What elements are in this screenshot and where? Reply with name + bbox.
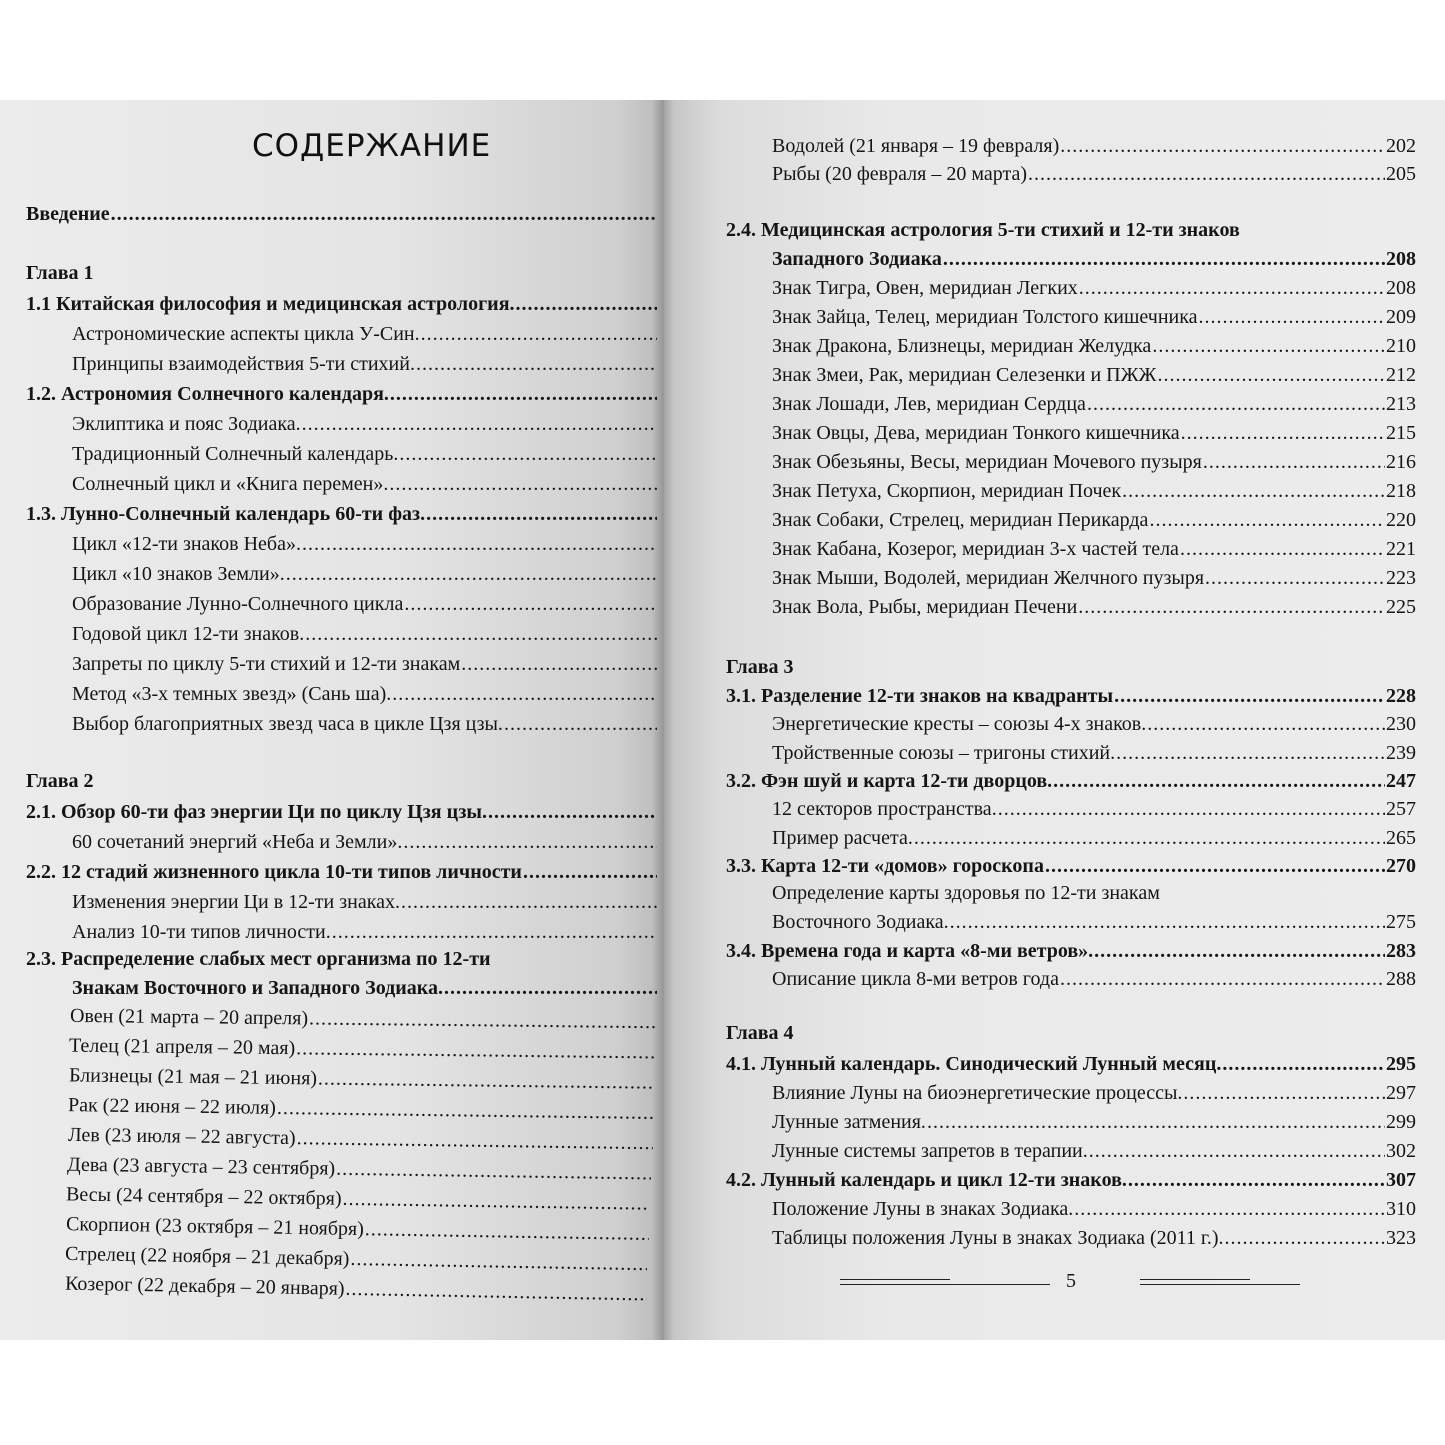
toc-entry-label: Эклиптика и пояс Зодиака. — [72, 413, 301, 435]
toc-entry[interactable] — [726, 769, 1416, 794]
dot-leader — [1205, 566, 1385, 591]
toc-entry-label: Тройственные союзы – тригоны стихий. — [772, 741, 1116, 764]
toc-entry-label: 3.1. Разделение 12-ти знаков на квадранты — [726, 685, 1114, 707]
footer-rule-left-short — [840, 1279, 950, 1280]
dot-leader — [1222, 1052, 1385, 1077]
toc-entry-label: Знак Мыши, Водолей, меридиан Желчного пузыря — [772, 567, 1205, 589]
dot-leader — [1157, 363, 1385, 388]
dot-leader — [404, 592, 657, 617]
toc-entry-page: 213 — [1386, 393, 1416, 415]
dot-leader — [1128, 1168, 1385, 1193]
toc-entry-label: 3.3. Карта 12-ти «домов» гороскопа — [726, 854, 1044, 877]
left-page — [0, 100, 664, 1340]
toc-entry-label: Традиционный Солнечный календарь. — [72, 443, 399, 465]
toc-entry[interactable] — [26, 800, 658, 825]
toc-entry-label: Знак Петуха, Скорпион, меридиан Почек — [772, 480, 1122, 502]
toc-entry[interactable] — [72, 830, 658, 855]
dot-leader — [296, 1126, 653, 1156]
dot-leader — [309, 1006, 657, 1035]
toc-entry-page: 212 — [1386, 364, 1416, 386]
toc-entry-label: Знак Обезьяны, Весы, меридиан Мочевого пузыря — [772, 451, 1202, 473]
toc-entry-page: 220 — [1386, 509, 1416, 531]
toc-entry-label: Цикл «10 знаков Земли». — [72, 563, 285, 585]
dot-leader — [1060, 967, 1385, 992]
dot-leader — [1203, 450, 1385, 475]
toc-entry-label: 2.1. Обзор 60-ти фаз энергии Ци по циклу Цзя цзы. — [26, 801, 488, 823]
dot-leader — [461, 652, 657, 677]
dot-leader — [302, 532, 657, 557]
toc-entry-label: 1.3. Лунно-Солнечный календарь 60-ти фаз. — [26, 503, 426, 525]
toc-entry[interactable] — [26, 382, 658, 407]
toc-entry-label: Рыбы (20 февраля – 20 марта) — [772, 163, 1027, 185]
dot-leader — [1094, 939, 1385, 964]
dot-leader — [305, 622, 657, 647]
toc-entry-label: 1.2. Астрономия Солнечного календаря. — [26, 383, 389, 405]
dot-leader — [401, 890, 657, 915]
toc-entry[interactable] — [772, 1139, 1416, 1164]
toc-entry[interactable] — [772, 826, 1416, 851]
toc-entry-label: Образование Лунно-Солнечного цикла — [72, 593, 404, 615]
toc-entry-page: 297 — [1386, 1082, 1416, 1104]
dot-leader — [1122, 479, 1385, 504]
toc-entry[interactable] — [72, 712, 658, 737]
toc-entry[interactable] — [772, 276, 1416, 301]
toc-entry-page: 218 — [1386, 480, 1416, 502]
zodiac-entry[interactable] — [65, 1242, 648, 1277]
toc-entry[interactable] — [772, 334, 1416, 359]
dot-leader — [1078, 595, 1385, 620]
dot-leader — [1079, 276, 1385, 301]
toc-entry-label: 3.2. Фэн шуй и карта 12-ти дворцов. — [726, 769, 1053, 792]
toc-entry-page: 225 — [1386, 596, 1416, 618]
toc-entry-page: 299 — [1386, 1111, 1416, 1133]
toc-entry[interactable] — [72, 920, 658, 945]
toc-entry[interactable] — [72, 472, 658, 497]
toc-entry[interactable] — [772, 967, 1416, 992]
dot-leader — [345, 1277, 647, 1308]
toc-entry-page: 295 — [1386, 1053, 1416, 1075]
toc-entry-page: 208 — [1386, 277, 1416, 299]
dot-leader — [277, 1096, 653, 1126]
dot-leader — [1087, 392, 1385, 417]
dot-leader — [523, 860, 657, 885]
toc-entry-label: Энергетические кресты – союзы 4-х знаков. — [772, 713, 1147, 736]
toc-entry[interactable] — [726, 854, 1416, 879]
toc-entry-page: 210 — [1386, 335, 1416, 357]
right-page — [664, 100, 1445, 1340]
zodiac-entry[interactable] — [69, 1034, 656, 1066]
dot-leader — [914, 826, 1385, 851]
toc-entry-page: 202 — [1386, 135, 1416, 157]
toc-entry-label: Скорпион (23 октября – 21 ноября) — [65, 1213, 365, 1241]
dot-leader — [504, 712, 657, 737]
toc-entry[interactable] — [726, 1052, 1416, 1077]
toc-entry-label: Таблицы положения Луны в знаках Зодиака (2011 г.). — [772, 1227, 1224, 1249]
toc-entry[interactable] — [72, 532, 658, 557]
toc-entry[interactable] — [772, 392, 1416, 417]
toc-entry[interactable] — [772, 1081, 1416, 1106]
dot-leader — [1053, 769, 1385, 794]
dot-leader — [1060, 134, 1385, 159]
dot-leader — [302, 412, 657, 437]
zodiac-entry[interactable] — [68, 1093, 654, 1126]
section-2-4-line2[interactable]: Западного Зодиака ..... 208 — [772, 247, 1416, 272]
dot-leader — [336, 1157, 651, 1187]
chapter-2-heading: Глава 2 — [26, 770, 94, 792]
dot-leader — [1152, 334, 1385, 359]
dot-leader — [1045, 854, 1385, 879]
book-gutter — [652, 100, 674, 1340]
toc-entry[interactable] — [72, 682, 658, 707]
zodiac-entry[interactable] — [65, 1272, 648, 1308]
toc-entry-page: 302 — [1386, 1140, 1416, 1162]
toc-entry-label: Влияние Луны на биоэнергетические процессы. — [772, 1082, 1183, 1104]
toc-entry-label: Положение Луны в знаках Зодиака. — [772, 1198, 1074, 1220]
dot-leader — [1199, 305, 1385, 330]
toc-entry[interactable] — [772, 741, 1416, 766]
toc-entry[interactable] — [772, 363, 1416, 388]
toc-entry-label: Близнецы (21 мая – 21 июня) — [68, 1064, 318, 1090]
toc-entry[interactable] — [726, 684, 1416, 709]
dot-leader — [1181, 421, 1385, 446]
toc-entry[interactable] — [772, 450, 1416, 475]
toc-entry-label: Запреты по циклу 5-ти стихий и 12-ти знакам — [72, 653, 461, 675]
chapter-1-heading: Глава 1 — [26, 262, 94, 284]
dot-leader — [1147, 712, 1385, 737]
toc-entry-label: Знак Овцы, Дева, меридиан Тонкого кишечника — [772, 422, 1180, 444]
dot-leader — [399, 442, 657, 467]
toc-entry-page: 223 — [1386, 567, 1416, 589]
toc-entry-label: 4.2. Лунный календарь и цикл 12-ти знаков. — [726, 1169, 1127, 1191]
toc-entry-page: 307 — [1386, 1169, 1416, 1191]
toc-entry-page: 228 — [1386, 685, 1416, 707]
toc-entry-label: Лев (23 июля – 22 августа) — [67, 1123, 296, 1150]
dot-leader — [1225, 1226, 1386, 1251]
dot-leader — [296, 1036, 655, 1065]
toc-entry-label: Знак Тигра, Овен, меридиан Легких — [772, 277, 1078, 299]
zodiac-entry[interactable] — [69, 1063, 656, 1095]
toc-entry-label: 2.2. 12 стадий жизненного цикла 10-ти типов личности — [26, 861, 522, 883]
dot-leader — [392, 682, 657, 707]
dot-leader — [998, 797, 1385, 822]
section-2-3-line1[interactable]: 2.3. Распределение слабых мест организма по 12-ти — [26, 948, 491, 970]
toc-entry-label: Солнечный цикл и «Книга перемен». — [72, 473, 389, 495]
toc-entry-label: Стрелец (22 ноября – 21 декабря) — [64, 1242, 350, 1270]
toc-entry-label: Лунные системы запретов в терапии. — [772, 1140, 1088, 1162]
toc-entry-label: Лунные затмения. — [772, 1111, 926, 1133]
toc-entry-page: 215 — [1386, 422, 1416, 444]
toc-entry-page: 247 — [1386, 769, 1416, 792]
dot-leader — [350, 1247, 647, 1277]
zodiac-entry[interactable] — [70, 1004, 658, 1035]
dot-leader — [318, 1066, 655, 1095]
dot-leader — [1074, 1197, 1385, 1222]
toc-entry-page: 209 — [1386, 306, 1416, 328]
toc-entry[interactable] — [72, 352, 658, 377]
toc-entry[interactable] — [772, 537, 1416, 562]
toc-entry-label: Пример расчета. — [772, 826, 913, 849]
toc-entry-label: Годовой цикл 12-ти знаков. — [72, 623, 305, 645]
toc-entry-label: 4.1. Лунный календарь. Синодический Лунный месяц. — [726, 1053, 1222, 1075]
toc-entry[interactable] — [72, 412, 658, 437]
toc-entry-label: Знак Змеи, Рак, меридиан Селезенки и ПЖЖ — [772, 364, 1157, 386]
dot-leader — [416, 352, 657, 377]
dot-leader — [342, 1187, 649, 1217]
toc-entry[interactable] — [26, 292, 658, 317]
footer-rule-right — [1140, 1284, 1300, 1285]
toc-entry-page: 239 — [1386, 741, 1416, 764]
dot-leader — [1180, 537, 1385, 562]
toc-entry-label: Знак Лошади, Лев, меридиан Сердца — [772, 393, 1086, 415]
footer-rule-right-short — [1140, 1279, 1250, 1280]
dot-leader — [1089, 1139, 1385, 1164]
chapter-3-heading: Глава 3 — [726, 656, 794, 678]
toc-entry[interactable] — [72, 622, 658, 647]
dot-leader — [516, 292, 657, 317]
toc-entry-label: Весы (24 сентября – 22 октября) — [65, 1183, 342, 1210]
toc-entry-label: Рак (22 июня – 22 июля) — [67, 1094, 277, 1119]
toc-entry-label: 12 секторов пространства. — [772, 798, 997, 821]
footer-rule-left — [840, 1284, 1050, 1285]
health-map-line1[interactable]: Определение карты здоровья по 12-ти знакам — [772, 882, 1160, 904]
toc-entry-label: 1.1 Китайская философия и медицинская астрология. — [26, 293, 515, 315]
toc-entry-label: Выбор благоприятных звезд часа в цикле Цзя цзы. — [72, 713, 503, 735]
toc-entry[interactable] — [726, 939, 1416, 964]
dot-leader — [332, 920, 657, 945]
toc-entry-label: 3.4. Времена года и карта «8-ми ветров». — [726, 940, 1094, 962]
zodiac-entry[interactable] — [67, 1153, 652, 1187]
toc-entry-label: Знак Кабана, Козерог, меридиан 3-х частей тела — [772, 538, 1179, 560]
toc-entry-label: Анализ 10-ти типов личности. — [72, 921, 331, 943]
toc-entry-page: 230 — [1386, 713, 1416, 736]
dot-leader — [1149, 508, 1385, 533]
dot-leader — [1183, 1081, 1385, 1106]
toc-entry[interactable] — [772, 595, 1416, 620]
book-spread — [0, 100, 1445, 1340]
section-2-3-line2[interactable]: Знакам Восточного и Западного Зодиака. ..... — [72, 976, 658, 1001]
toc-entry-page: 288 — [1386, 968, 1416, 990]
toc-entry[interactable] — [772, 508, 1416, 533]
toc-entry-page: 257 — [1386, 798, 1416, 821]
toc-entry-label: Принципы взаимодействия 5-ти стихий. — [72, 353, 415, 375]
toc-entry[interactable] — [772, 421, 1416, 446]
toc-entry-page: 323 — [1386, 1227, 1416, 1249]
toc-entry-page: 283 — [1386, 940, 1416, 962]
toc-entry[interactable] — [772, 712, 1416, 737]
toc-entry-label: Знак Зайца, Телец, меридиан Толстого кишечника — [772, 306, 1198, 328]
dot-leader — [403, 830, 657, 855]
contents-title: СОДЕРЖАНИЕ — [252, 128, 492, 164]
dot-leader — [390, 382, 657, 407]
zodiac-entry[interactable] — [68, 1123, 654, 1156]
toc-entry-label: Метод «3-х темных звезд» (Сань ша). — [72, 683, 392, 705]
section-2-4-line1[interactable]: 2.4. Медицинская астрология 5-ти стихий и 12-ти знаков — [726, 219, 1240, 241]
toc-entry-label: Телец (21 апреля – 20 мая) — [68, 1034, 296, 1060]
toc-entry[interactable] — [772, 1197, 1416, 1222]
toc-entry-label: Овен (21 марта – 20 апреля) — [69, 1004, 309, 1030]
page-number: 5 — [1066, 1270, 1076, 1292]
chapter-4-heading: Глава 4 — [726, 1022, 794, 1044]
toc-entry[interactable] — [772, 305, 1416, 330]
toc-entry[interactable] — [72, 442, 658, 467]
dot-leader — [389, 472, 657, 497]
toc-entry[interactable] — [772, 479, 1416, 504]
toc-entry[interactable] — [26, 502, 658, 527]
toc-entry-label: Изменения энергии Ци в 12-ти знаках. — [72, 891, 401, 913]
toc-entry-label: Знак Дракона, Близнецы, меридиан Желудка — [772, 335, 1152, 357]
toc-entry-page: 270 — [1386, 854, 1416, 877]
dot-leader — [1116, 741, 1385, 766]
toc-entry[interactable] — [772, 566, 1416, 591]
dot-leader — [1028, 162, 1385, 187]
toc-entry[interactable] — [72, 562, 658, 587]
toc-entry-label: Дева (23 августа – 23 сентября) — [66, 1153, 336, 1180]
health-map-line2[interactable]: Восточного Зодиака. ..... 275 — [772, 910, 1416, 935]
toc-entry-label: 60 сочетаний энергий «Неба и Земли». — [72, 831, 403, 853]
dot-leader — [488, 800, 657, 825]
toc-entry-label: Знак Вола, Рыбы, меридиан Печени — [772, 596, 1078, 618]
toc-entry[interactable] — [772, 134, 1416, 159]
toc-entry-label: Астрономические аспекты цикла У-Син. — [72, 323, 420, 345]
toc-entry-label: Водолей (21 января – 19 февраля) — [772, 135, 1060, 157]
toc-entry[interactable] — [26, 860, 658, 885]
toc-entry[interactable] — [72, 652, 658, 677]
toc-entry-label: Козерог (22 декабря – 20 января) — [64, 1272, 345, 1300]
toc-entry[interactable] — [72, 890, 658, 915]
dot-leader — [286, 562, 657, 587]
dot-leader — [1114, 684, 1385, 709]
toc-entry-page: 205 — [1386, 163, 1416, 185]
toc-entry-intro[interactable]: Введение ..... — [26, 202, 658, 227]
dot-leader — [927, 1110, 1385, 1135]
toc-entry-page: 310 — [1386, 1198, 1416, 1220]
toc-entry[interactable] — [72, 592, 658, 617]
toc-entry[interactable] — [772, 1110, 1416, 1135]
zodiac-entry[interactable] — [66, 1182, 650, 1216]
dot-leader — [365, 1217, 650, 1247]
toc-entry-label: Описание цикла 8-ми ветров года — [772, 968, 1059, 990]
toc-entry[interactable] — [726, 1168, 1416, 1193]
toc-entry-label: Знак Собаки, Стрелец, меридиан Перикарда — [772, 509, 1149, 531]
toc-entry[interactable] — [72, 322, 658, 347]
dot-leader — [421, 322, 657, 347]
toc-entry-page: 221 — [1386, 538, 1416, 560]
zodiac-entry[interactable] — [66, 1212, 650, 1247]
toc-entry[interactable] — [772, 162, 1416, 187]
toc-entry[interactable] — [772, 1226, 1416, 1251]
toc-entry-label: Цикл «12-ти знаков Неба». — [72, 533, 301, 555]
dot-leader — [426, 502, 657, 527]
toc-entry-page: 216 — [1386, 451, 1416, 473]
toc-entry-page: 265 — [1386, 826, 1416, 849]
toc-entry[interactable] — [772, 797, 1416, 822]
